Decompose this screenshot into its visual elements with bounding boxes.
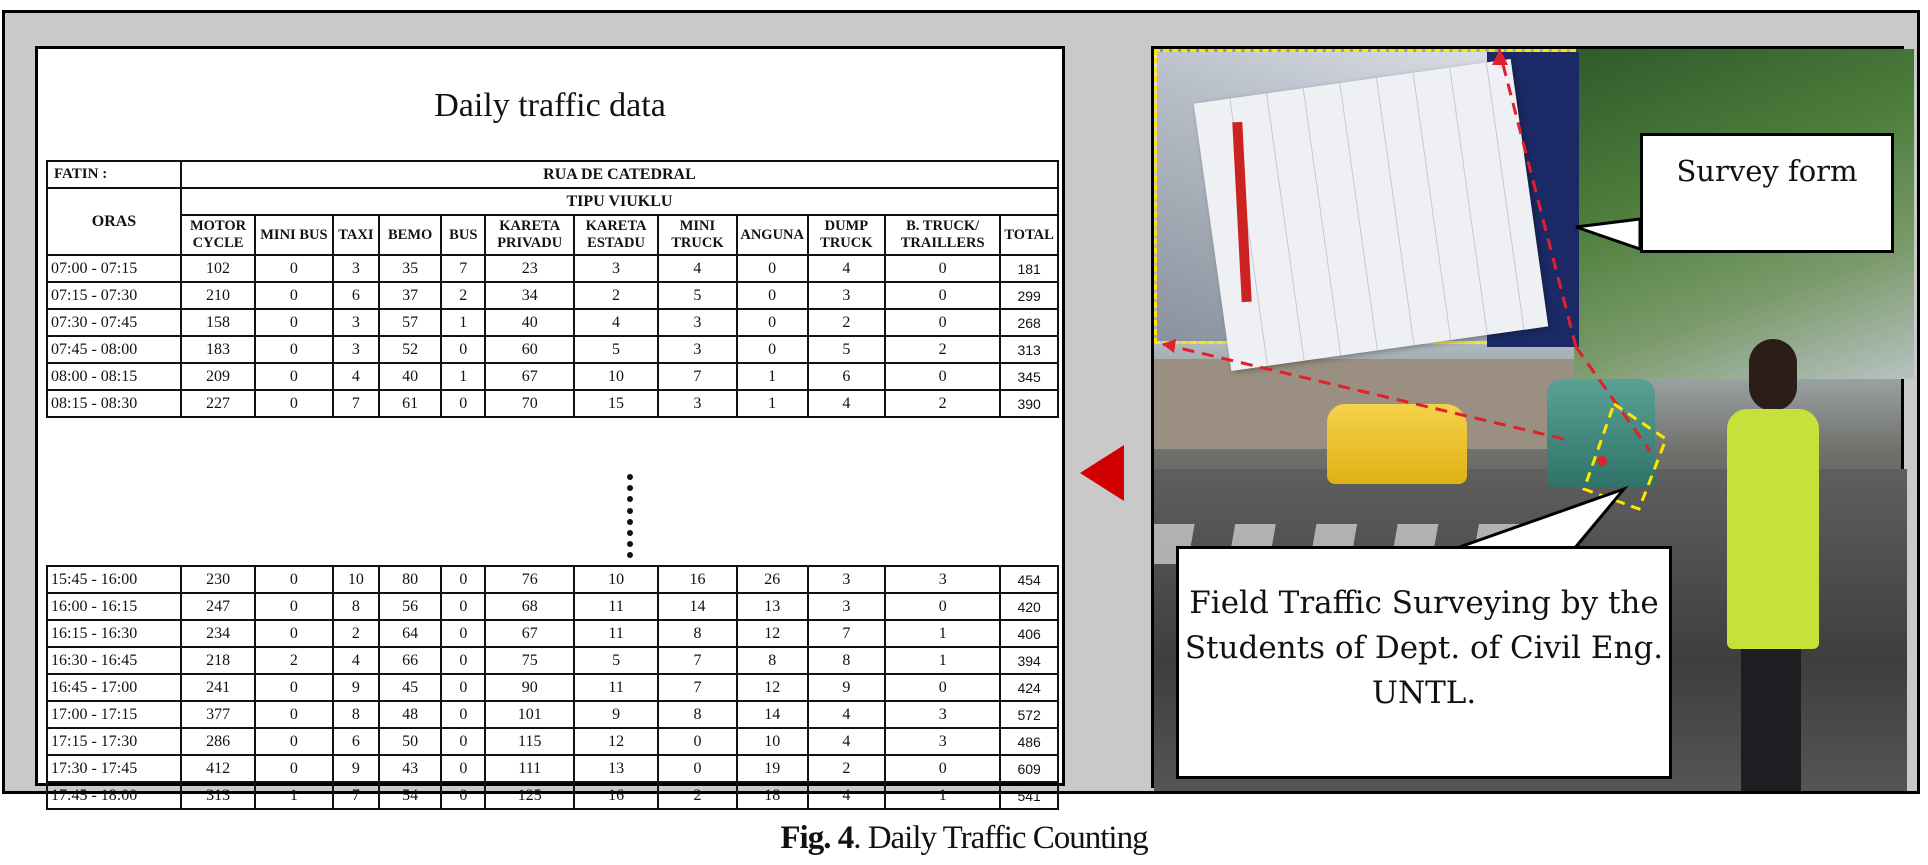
time-cell: 16:15 - 16:30 (47, 620, 181, 647)
count-cell: 4 (574, 309, 658, 336)
time-cell: 17:15 - 17:30 (47, 728, 181, 755)
count-cell: 5 (574, 336, 658, 363)
column-header: ANGUNA (737, 215, 808, 255)
count-cell: 0 (255, 566, 333, 593)
total-cell: 424 (1000, 674, 1058, 701)
count-cell: 34 (485, 282, 574, 309)
count-cell: 76 (485, 566, 574, 593)
count-cell: 35 (379, 255, 441, 282)
count-cell: 9 (333, 674, 380, 701)
count-cell: 11 (574, 674, 658, 701)
count-cell: 0 (885, 593, 1000, 620)
count-cell: 0 (441, 620, 485, 647)
table-row (47, 282, 1058, 309)
count-cell: 2 (885, 390, 1000, 417)
count-cell: 66 (379, 647, 441, 674)
count-cell: 3 (658, 309, 737, 336)
column-header: KARETA PRIVADU (485, 215, 574, 255)
count-cell: 3 (333, 255, 380, 282)
count-cell: 0 (441, 701, 485, 728)
count-cell: 61 (379, 390, 441, 417)
count-cell: 70 (485, 390, 574, 417)
total-cell: 181 (1000, 255, 1058, 282)
count-cell: 209 (181, 363, 255, 390)
count-cell: 7 (333, 782, 380, 809)
count-cell: 8 (658, 701, 737, 728)
table-row (47, 566, 1058, 593)
caption-label: Fig. 4 (780, 820, 854, 856)
field-survey-callout: Field Traffic Surveying by the Students of Dept. of Civil Eng. UNTL. (1176, 546, 1672, 779)
survey-form-callout: Survey form (1640, 133, 1894, 253)
table-title: Daily traffic data (434, 87, 666, 124)
count-cell: 1 (885, 620, 1000, 647)
count-cell: 0 (255, 620, 333, 647)
count-cell: 90 (485, 674, 574, 701)
count-cell: 67 (485, 620, 574, 647)
count-cell: 2 (255, 647, 333, 674)
time-cell: 16:45 - 17:00 (47, 674, 181, 701)
count-cell: 19 (737, 755, 808, 782)
count-cell: 313 (181, 782, 255, 809)
total-cell: 454 (1000, 566, 1058, 593)
table-row (47, 728, 1058, 755)
rows-morning (47, 255, 1058, 417)
count-cell: 9 (574, 701, 658, 728)
count-cell: 3 (658, 390, 737, 417)
figure-caption (0, 820, 1928, 857)
column-header: TAXI (333, 215, 380, 255)
count-cell: 234 (181, 620, 255, 647)
column-header: MINI BUS (255, 215, 333, 255)
count-cell: 1 (885, 647, 1000, 674)
time-cell: 07:00 - 07:15 (47, 255, 181, 282)
vehicle-group-header: TIPU VIUKLU (181, 188, 1058, 215)
count-cell: 45 (379, 674, 441, 701)
count-cell: 1 (255, 782, 333, 809)
location-name: RUA DE CATEDRAL (181, 161, 1058, 188)
count-cell: 10 (574, 363, 658, 390)
count-cell: 158 (181, 309, 255, 336)
count-cell: 60 (485, 336, 574, 363)
count-cell: 0 (885, 309, 1000, 336)
count-cell: 7 (658, 363, 737, 390)
count-cell: 37 (379, 282, 441, 309)
count-cell: 0 (255, 255, 333, 282)
count-cell: 5 (574, 647, 658, 674)
count-cell: 0 (885, 255, 1000, 282)
count-cell: 4 (333, 647, 380, 674)
count-cell: 43 (379, 755, 441, 782)
count-cell: 412 (181, 755, 255, 782)
count-cell: 7 (658, 647, 737, 674)
count-cell: 6 (333, 282, 380, 309)
total-cell: 609 (1000, 755, 1058, 782)
count-cell: 23 (485, 255, 574, 282)
count-cell: 5 (658, 282, 737, 309)
count-cell: 377 (181, 701, 255, 728)
count-cell: 0 (255, 728, 333, 755)
total-cell: 486 (1000, 728, 1058, 755)
count-cell: 3 (885, 701, 1000, 728)
count-cell: 11 (574, 620, 658, 647)
count-cell: 0 (441, 674, 485, 701)
count-cell: 16 (574, 782, 658, 809)
count-cell: 230 (181, 566, 255, 593)
count-cell: 52 (379, 336, 441, 363)
total-cell: 541 (1000, 782, 1058, 809)
count-cell: 0 (885, 282, 1000, 309)
count-cell: 54 (379, 782, 441, 809)
time-cell: 15:45 - 16:00 (47, 566, 181, 593)
count-cell: 0 (441, 566, 485, 593)
count-cell: 0 (885, 755, 1000, 782)
count-cell: 0 (737, 255, 808, 282)
count-cell: 0 (255, 336, 333, 363)
time-cell: 07:45 - 08:00 (47, 336, 181, 363)
time-cell: 16:00 - 16:15 (47, 593, 181, 620)
rows-afternoon (47, 566, 1058, 809)
count-cell: 9 (333, 755, 380, 782)
count-cell: 75 (485, 647, 574, 674)
table-row (47, 647, 1058, 674)
caption-text: . Daily Traffic Counting (853, 820, 1148, 856)
total-cell: 299 (1000, 282, 1058, 309)
count-cell: 26 (737, 566, 808, 593)
column-header: KARETA ESTADU (574, 215, 658, 255)
count-cell: 0 (441, 593, 485, 620)
count-cell: 3 (808, 593, 886, 620)
count-cell: 13 (574, 755, 658, 782)
table-row (47, 701, 1058, 728)
table-row (47, 782, 1058, 809)
count-cell: 2 (658, 782, 737, 809)
count-cell: 10 (737, 728, 808, 755)
column-header: B. TRUCK/ TRAILLERS (885, 215, 1000, 255)
count-cell: 2 (808, 309, 886, 336)
count-cell: 3 (808, 566, 886, 593)
count-cell: 4 (808, 728, 886, 755)
traffic-table-top (46, 160, 1059, 418)
count-cell: 7 (333, 390, 380, 417)
count-cell: 13 (737, 593, 808, 620)
count-cell: 0 (658, 728, 737, 755)
time-header: ORAS (47, 188, 181, 255)
count-cell: 101 (485, 701, 574, 728)
count-cell: 5 (808, 336, 886, 363)
total-cell: 390 (1000, 390, 1058, 417)
time-cell: 07:30 - 07:45 (47, 309, 181, 336)
total-cell: 394 (1000, 647, 1058, 674)
count-cell: 0 (255, 282, 333, 309)
count-cell: 2 (574, 282, 658, 309)
count-cell: 14 (658, 593, 737, 620)
count-cell: 18 (737, 782, 808, 809)
count-cell: 0 (441, 390, 485, 417)
count-cell: 3 (808, 282, 886, 309)
count-cell: 67 (485, 363, 574, 390)
total-cell: 572 (1000, 701, 1058, 728)
column-header: BUS (441, 215, 485, 255)
count-cell: 4 (658, 255, 737, 282)
count-cell: 0 (885, 674, 1000, 701)
count-cell: 8 (808, 647, 886, 674)
count-cell: 0 (255, 390, 333, 417)
count-cell: 183 (181, 336, 255, 363)
count-cell: 7 (808, 620, 886, 647)
count-cell: 0 (441, 755, 485, 782)
table-row (47, 309, 1058, 336)
count-cell: 0 (255, 674, 333, 701)
count-cell: 1 (441, 309, 485, 336)
count-cell: 247 (181, 593, 255, 620)
continuation-dots (625, 474, 635, 564)
count-cell: 40 (379, 363, 441, 390)
count-cell: 1 (737, 390, 808, 417)
column-header: DUMP TRUCK (808, 215, 886, 255)
count-cell: 4 (808, 782, 886, 809)
count-cell: 10 (333, 566, 380, 593)
count-cell: 210 (181, 282, 255, 309)
count-cell: 0 (737, 336, 808, 363)
count-cell: 8 (658, 620, 737, 647)
count-cell: 218 (181, 647, 255, 674)
count-cell: 0 (737, 282, 808, 309)
count-cell: 2 (808, 755, 886, 782)
count-cell: 286 (181, 728, 255, 755)
count-cell: 102 (181, 255, 255, 282)
count-cell: 50 (379, 728, 441, 755)
count-cell: 0 (255, 701, 333, 728)
time-cell: 17:00 - 17:15 (47, 701, 181, 728)
count-cell: 241 (181, 674, 255, 701)
time-cell: 08:15 - 08:30 (47, 390, 181, 417)
count-cell: 0 (255, 309, 333, 336)
total-cell: 268 (1000, 309, 1058, 336)
count-cell: 0 (255, 755, 333, 782)
column-header: MOTOR CYCLE (181, 215, 255, 255)
time-cell: 07:15 - 07:30 (47, 282, 181, 309)
count-cell: 7 (658, 674, 737, 701)
total-cell: 313 (1000, 336, 1058, 363)
count-cell: 4 (808, 390, 886, 417)
table-row (47, 620, 1058, 647)
count-cell: 0 (441, 647, 485, 674)
count-cell: 4 (808, 255, 886, 282)
column-header: MINI TRUCK (658, 215, 737, 255)
count-cell: 0 (737, 309, 808, 336)
count-cell: 56 (379, 593, 441, 620)
count-cell: 115 (485, 728, 574, 755)
table-row (47, 390, 1058, 417)
count-cell: 8 (737, 647, 808, 674)
count-cell: 64 (379, 620, 441, 647)
count-cell: 6 (333, 728, 380, 755)
table-row (47, 593, 1058, 620)
time-cell: 08:00 - 08:15 (47, 363, 181, 390)
count-cell: 16 (658, 566, 737, 593)
count-cell: 1 (885, 782, 1000, 809)
count-cell: 8 (333, 593, 380, 620)
count-cell: 10 (574, 566, 658, 593)
count-cell: 0 (441, 782, 485, 809)
table-panel (35, 46, 1065, 804)
count-cell: 0 (885, 363, 1000, 390)
count-cell: 6 (808, 363, 886, 390)
count-cell: 3 (333, 309, 380, 336)
count-cell: 7 (441, 255, 485, 282)
count-cell: 11 (574, 593, 658, 620)
count-cell: 40 (485, 309, 574, 336)
time-cell: 16:30 - 16:45 (47, 647, 181, 674)
count-cell: 3 (658, 336, 737, 363)
count-cell: 125 (485, 782, 574, 809)
total-cell: 420 (1000, 593, 1058, 620)
count-cell: 2 (885, 336, 1000, 363)
location-label: FATIN : (47, 161, 181, 188)
column-header: TOTAL (1000, 215, 1058, 255)
count-cell: 3 (885, 728, 1000, 755)
count-cell: 0 (658, 755, 737, 782)
count-cell: 9 (808, 674, 886, 701)
table-break (38, 427, 1062, 565)
figure-frame (2, 10, 1920, 804)
count-cell: 12 (574, 728, 658, 755)
total-cell: 406 (1000, 620, 1058, 647)
count-cell: 8 (333, 701, 380, 728)
count-cell: 3 (333, 336, 380, 363)
table-row (47, 255, 1058, 282)
count-cell: 4 (333, 363, 380, 390)
count-cell: 1 (737, 363, 808, 390)
count-cell: 12 (737, 620, 808, 647)
count-cell: 111 (485, 755, 574, 782)
count-cell: 1 (441, 363, 485, 390)
count-cell: 80 (379, 566, 441, 593)
table-row (47, 363, 1058, 390)
count-cell: 12 (737, 674, 808, 701)
count-cell: 68 (485, 593, 574, 620)
table-row (47, 755, 1058, 782)
count-cell: 2 (333, 620, 380, 647)
column-header: BEMO (379, 215, 441, 255)
count-cell: 2 (441, 282, 485, 309)
count-cell: 0 (441, 336, 485, 363)
column-header-row (47, 215, 1058, 255)
table-row (47, 336, 1058, 363)
table-row (47, 674, 1058, 701)
count-cell: 48 (379, 701, 441, 728)
count-cell: 15 (574, 390, 658, 417)
count-cell: 4 (808, 701, 886, 728)
count-cell: 0 (441, 728, 485, 755)
count-cell: 14 (737, 701, 808, 728)
traffic-table-bottom (46, 565, 1059, 810)
pointer-arrow-icon (1080, 445, 1124, 501)
photo-panel (1151, 46, 1904, 788)
count-cell: 3 (574, 255, 658, 282)
count-cell: 3 (885, 566, 1000, 593)
count-cell: 0 (255, 593, 333, 620)
time-cell: 17:30 - 17:45 (47, 755, 181, 782)
total-cell: 345 (1000, 363, 1058, 390)
time-cell: 17:45 - 18:00 (47, 782, 181, 809)
count-cell: 0 (255, 363, 333, 390)
count-cell: 227 (181, 390, 255, 417)
count-cell: 57 (379, 309, 441, 336)
